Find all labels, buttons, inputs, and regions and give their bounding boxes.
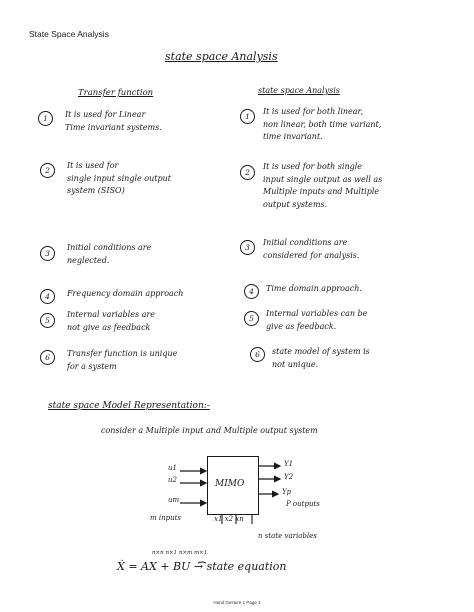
state-variables-labels: x1 x2 xn <box>214 515 244 523</box>
section-title: state space Model Representation:- <box>48 401 210 411</box>
comparison-left-text: Initial conditions are neglected. <box>67 243 152 265</box>
notes-title: state space Analysis <box>165 50 278 63</box>
comparison-left-text: Internal variables are not give as feedback <box>67 310 155 332</box>
output-yp-label: Yp <box>282 488 292 496</box>
item-number-right: 6 <box>250 347 265 362</box>
comparison-left-text: Frequency domain approach <box>67 289 184 298</box>
item-number-right: 5 <box>244 311 259 326</box>
comparison-right-text: state model of system is not unique. <box>272 347 370 369</box>
equation-dimension-note: n×n n×1 n×m m×1 <box>152 550 208 556</box>
input-um-label: um <box>168 496 180 504</box>
state-variables-caption: n state variables <box>258 532 317 540</box>
item-number-left: 1 <box>38 111 53 126</box>
item-number-right: 3 <box>240 240 255 255</box>
page-header-title: State Space Analysis <box>29 29 109 39</box>
item-number-right: 1 <box>240 109 255 124</box>
transfer-function-heading: Transfer function <box>78 88 154 98</box>
state-space-heading: state space Analysis <box>258 86 340 95</box>
output-y2-label: Y2 <box>284 473 294 481</box>
mimo-label: MIMO <box>215 479 245 489</box>
comparison-right-text: It is used for both linear, non linear, both time variant, time invariant. <box>263 107 382 141</box>
input-u1-label: u1 <box>168 464 177 472</box>
item-number-left: 3 <box>40 246 55 261</box>
comparison-left-text: It is used for Linear Time invariant systems. <box>65 110 162 132</box>
item-number-left: 6 <box>40 350 55 365</box>
comparison-left-text: It is used for single input single output system (SISO) <box>67 161 171 195</box>
item-number-left: 5 <box>40 313 55 328</box>
comparison-left-text: Transfer function is unique for a system <box>67 349 178 371</box>
outputs-caption: P outputs <box>286 500 320 508</box>
comparison-right-text: It is used for both single input single output as well as Multiple inputs and Multiple output systems. <box>263 162 383 209</box>
item-number-left: 2 <box>40 163 55 178</box>
comparison-right-text: Internal variables can be give as feedback. <box>266 309 368 331</box>
item-number-left: 4 <box>40 289 55 304</box>
state-equation: Ẋ = AX + BU → state equation <box>117 560 287 573</box>
output-y1-label: Y1 <box>284 460 294 468</box>
consider-text: consider a Multiple input and Multiple output system <box>101 426 318 435</box>
item-number-right: 4 <box>244 284 259 299</box>
page-footer: Hand Gesture 1 Page 1 <box>213 600 261 605</box>
input-u2-label: u2 <box>168 476 177 484</box>
comparison-right-text: Time domain approach. <box>266 284 362 293</box>
comparison-right-text: Initial conditions are considered for analysis. <box>263 238 360 260</box>
item-number-right: 2 <box>240 165 255 180</box>
inputs-caption: m inputs <box>150 514 182 522</box>
